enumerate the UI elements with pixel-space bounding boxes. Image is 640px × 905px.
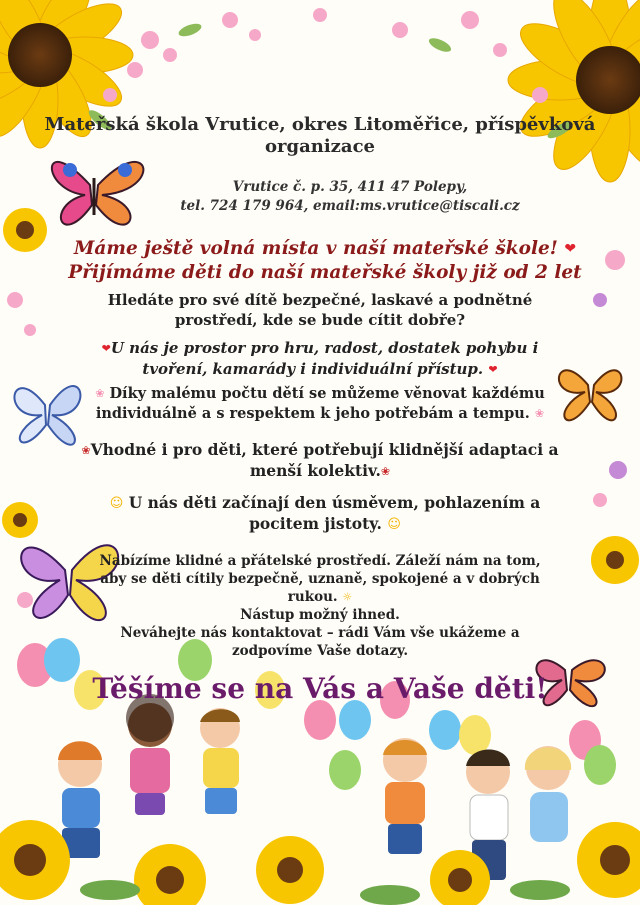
headline (40, 237, 610, 285)
school-name: Mateřská škola Vrutice, okres Litoměřice, příspěvková organizace (44, 114, 596, 157)
butterfly-right-icon (559, 370, 622, 420)
paragraph-adaptation: ❀Vhodné i pro děti, které potřebují klidnější adaptaci a menší kolektiv.❀ (81, 440, 559, 480)
heart-icon: ❤ (488, 363, 498, 376)
pink-blossoms-top (103, 8, 548, 103)
paragraph-environment: Nabízíme klidné a přátelské prostředí. Záleží nám na tom, aby se děti cítily bezpečně, uznaně, spokojené a v dobrých rukou. ☼ (99, 553, 541, 605)
headline-line-1: Máme ještě volná místa v naší mateřské škole! ❤ (73, 238, 577, 259)
child-4 (383, 738, 427, 854)
paragraph-space: ❤U nás je prostor pro hru, radost, dostatek pohybu i tvoření, kamarády i individuální přístup. ❤ (101, 339, 539, 378)
blossom-icon: ❀ (534, 407, 545, 420)
blossom-icon: ❀ (95, 387, 105, 400)
closing-headline: Těšíme se na Vás a Vaše děti! (92, 672, 548, 705)
child-3 (200, 708, 240, 814)
address-line: Vrutice č. p. 35, 411 47 Polepy, (232, 179, 468, 195)
paragraph-smile: ☺ U nás děti začínají den úsměvem, pohlazením a pocitem jistoty. ☺ (109, 493, 541, 533)
flower-icon: ❀ (81, 444, 91, 457)
heart-icon: ❤ (564, 241, 577, 257)
contact-us-line: Neváhejte nás kontaktovat – rádi Vám vše ukážeme a zodpovíme Vaše dotazy. (120, 625, 520, 659)
intro-paragraph: Hledáte pro své dítě bezpečné, laskavé a podnětné prostředí, kde se bude cítit dobře? (107, 291, 533, 329)
child-6 (525, 746, 571, 842)
butterfly-left-blue-icon (14, 386, 80, 445)
smile-icon: ☺ (387, 517, 401, 532)
child-2 (126, 694, 174, 815)
heart-icon: ❤ (101, 342, 111, 355)
flower-icon: ❀ (380, 465, 391, 478)
contact-line: tel. 724 179 964, email:ms.vrutice@tiscali.cz (180, 198, 520, 214)
school-address (110, 178, 590, 216)
start-now-line: Nástup možný ihned. (240, 607, 400, 623)
smile-icon: ☺ (109, 496, 124, 511)
sun-icon: ☼ (342, 590, 353, 604)
headline-line-2: Přijímáme děti do naší mateřské školy již od 2 let (68, 262, 582, 283)
paragraph-individual: ❀ Díky malému počtu dětí se můžeme věnovat každému individuálně a s respektem k jeho potřebám a tempu. ❀ (95, 385, 545, 422)
paragraph-contact (100, 606, 540, 660)
